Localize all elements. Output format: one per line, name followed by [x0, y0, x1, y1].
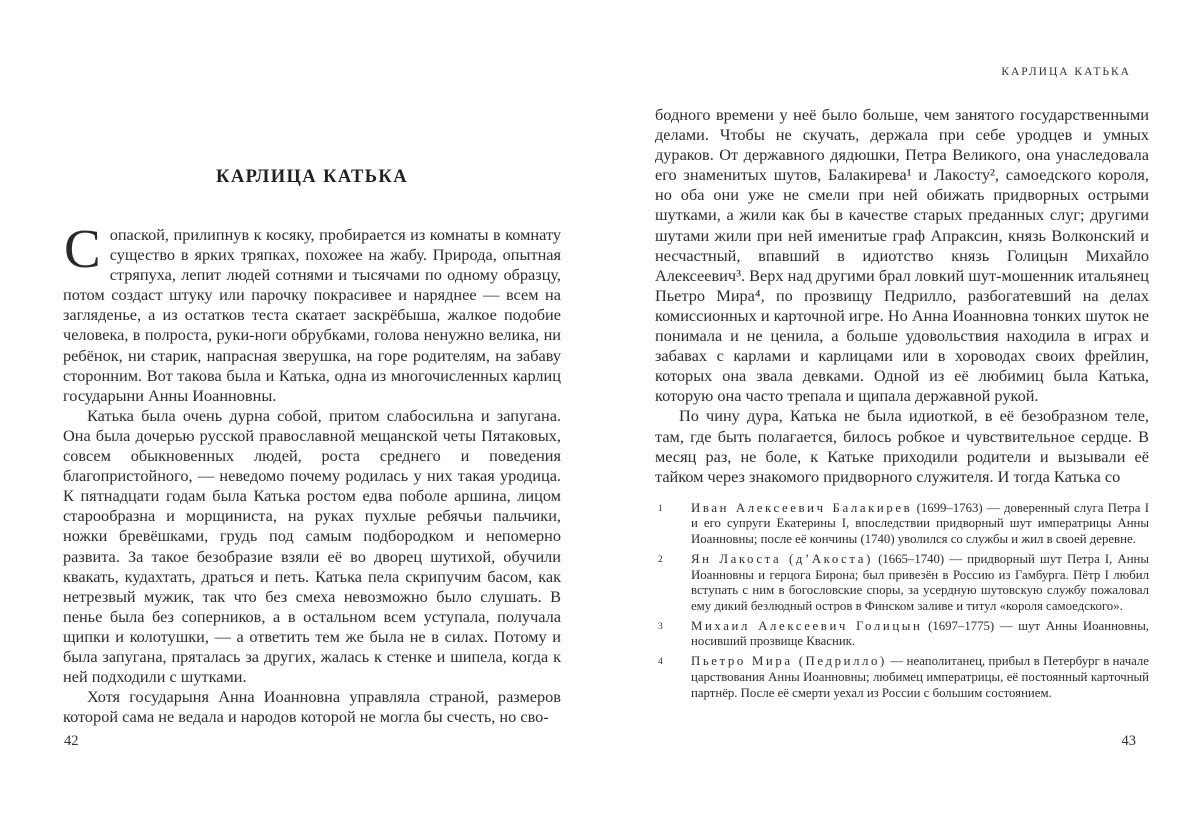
footnote-number: 2 — [658, 554, 663, 565]
footnote-body — [691, 654, 1149, 701]
footnote-body — [691, 552, 1149, 615]
page-number-right: 43 — [1121, 733, 1136, 749]
paragraph-text: опаской, прилипнув к косяку, пробирается из комнаты в комнату существо в ярких тряпках, похожее на жабу. Природа, опытная стряпуха, лепит людей сотнями и тысячами по одному образцу, потом создаст штуку или парочку покрасивее и наряднее — всем на загляденье, а из остатков теста скатает заскрёбыша, жалкое подобие человека, в полроста, руки-ноги обрубками, голова ненужно велика, ни ребёнок, ни старик, напрасная зверушка, на горе родителям, на забаву сторонним. Вот такова была и Катька, одна из многочисленных карлиц государыни Анны Иоанновны. — [63, 225, 561, 405]
footnote — [655, 654, 1149, 701]
footnote-text: (1699–1763) — доверенный слуга Петра I и его супруги Екатерины I, впоследствии придворный шут императрицы Анны Иоанновны; после её кончины (1740) уволился со службы и жил в своей деревне. — [691, 500, 1149, 547]
footnote-name: Иван Алексеевич Балакирев — [691, 500, 913, 515]
footnote-name: Ян Лакоста (д’Акоста) — [691, 551, 873, 566]
footnote — [655, 552, 1149, 615]
page-right — [655, 0, 1149, 822]
chapter-title: КАРЛИЦА КАТЬКА — [216, 167, 408, 187]
running-header: КАРЛИЦА КАТЬКА — [1001, 66, 1131, 78]
footnote — [655, 619, 1149, 650]
right-body-text — [655, 105, 1149, 487]
paragraph: бодного времени у неё было больше, чем занятого государственными делами. Чтобы не скучать, держала при себе уродцев и умных дураков. От державного дядюшки, Петра Великого, она унаследовала его знаменитых шутов, Балакирева¹ и Лакосту², самоедского короля, но оба они уже не смели при ней обижать придворных острыми шутками, а жили как бы в качестве старых преданных слуг; другими шутами жили при ней именитые граф Апраксин, князь Волконский и несчастный, впавший в идиотство князь Голицын Михайло Алексеевич³. Верх над другими брал ловкий шут-мошенник итальянец Пьетро Мира⁴, по прозвищу Педрилло, разбогатевший на делах комиссионных и карточной игре. Но Анна Иоанновна тонких шуток не понимала и не ценила, а больше удовольствия находила в играх и забавах с карлами и карлицами или в хороводах своих фрейлин, которых она звала девками. Одной из её любимиц была Катька, которую она часто трепала и щипала державной рукой. — [655, 105, 1149, 406]
footnote-number: 1 — [658, 503, 663, 514]
paragraph — [63, 218, 561, 406]
page-number-left: 42 — [64, 733, 79, 749]
footnote-text: (1697–1775) — шут Анны Иоанновны, носивший прозвище Квасник. — [691, 618, 1150, 649]
left-body-text — [63, 218, 561, 727]
footnote-body — [691, 619, 1149, 650]
footnote-text: (1665–1740) — придворный шут Петра I, Анны Иоанновны и герцога Бирона; был привезён в Россию из Гамбурга. Пётр I любил вступать с ним в богословские споры, за усердную шутовскую службу пожаловал ему дикий безлюдный остров в Финском заливе и титул «короля самоедского». — [691, 551, 1150, 613]
paragraph: Катька была очень дурна собой, притом слабосильна и запугана. Она была дочерью русской православной мещанской четы Пятаковых, совсем обыкновенных людей, роста среднего и поведения благопристойного, — неведомо почему родилась у них такая уродица. К пятнадцати годам была Катька ростом едва поболе аршина, лицом старообразна и морщиниста, на руках пухлые ребячьи пальчики, ножки бревёшками, грудь под самым подбородком и непомерно развита. За такое безобразие взяли её во дворец шутихой, обучили квакать, кудахтать, драться и петь. Катька пела скрипучим басом, как нетрезвый мужик, так что без смеха невозможно было слушать. В пенье была без соперников, а в остальном всем уступала, получала щипки и колотушки, — а ответить тем же была не в силах. Потому и была запугана, пряталась за других, жалась к стенке и шипела, когда к ней подходили с шутками. — [63, 405, 561, 687]
footnote-number: 3 — [658, 621, 663, 632]
page-left — [63, 0, 561, 822]
footnote — [655, 501, 1149, 548]
footnote-name: Пьетро Мира (Педрилло) — [691, 654, 887, 669]
footnote-number: 4 — [658, 657, 663, 668]
footnotes-block — [655, 501, 1149, 701]
footnote-body — [691, 501, 1149, 548]
paragraph: Хотя государыня Анна Иоанновна управляла страной, размеров которой сама не ведала и народов которой не могла бы счесть, но сво- — [63, 687, 561, 727]
drop-cap-letter: С — [64, 218, 101, 279]
footnote-name: Михаил Алексеевич Голицын — [691, 618, 923, 633]
footnote-text: — неаполитанец, прибыл в Петербург в начале царствования Анны Иоанновны; любимец императрицы, её постоянный карточный партнёр. После её смерти уехал из России с большим состоянием. — [691, 654, 1149, 700]
paragraph: По чину дура, Катька не была идиоткой, в её безобразном теле, там, где быть полагается, билось робкое и чувствительное сердце. В месяц раз, не боле, к Катьке приходили родители и вызывали её тайком через знакомого придворного служителя. И тогда Катька со — [655, 406, 1149, 486]
